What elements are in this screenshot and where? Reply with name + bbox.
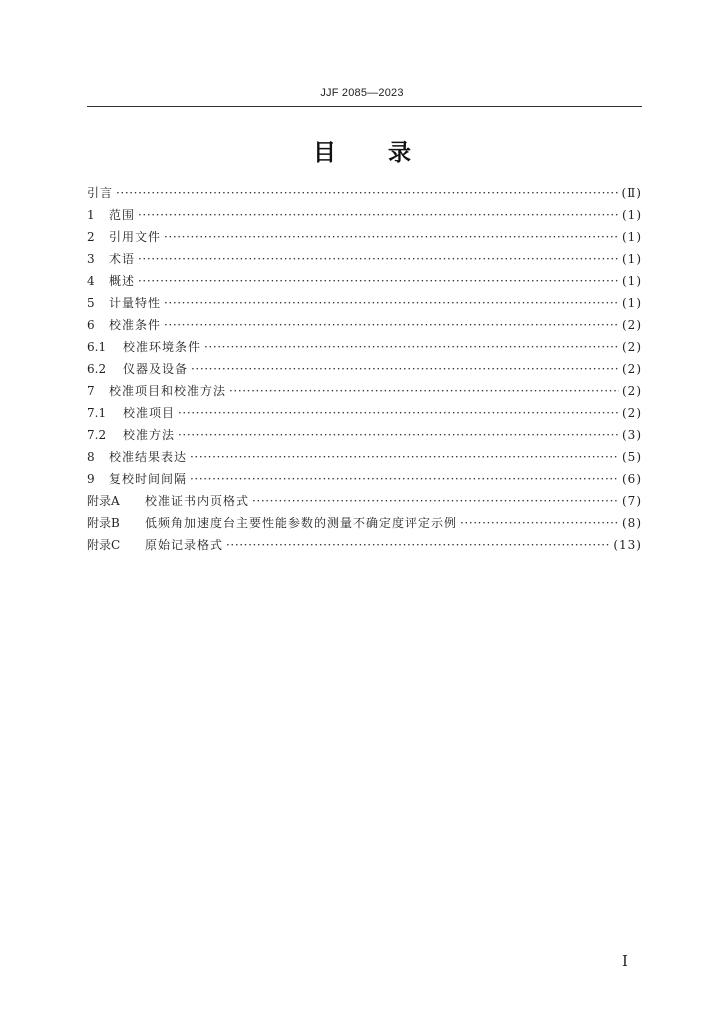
toc-entry-page: (6) [622, 472, 642, 486]
toc-entry-title: 校准证书内页格式 [145, 494, 250, 508]
toc-entry-page: (3) [622, 428, 642, 442]
toc-entry-title: 概述 [109, 274, 136, 288]
toc-entry-3[interactable] [87, 248, 642, 270]
toc-entry-number: 8 [87, 450, 95, 464]
toc-entry-number: 附录C [87, 538, 121, 552]
toc-entry-page: (Ⅱ) [621, 186, 642, 200]
toc-leader-dots [164, 226, 619, 248]
toc-leader-dots [164, 292, 619, 314]
toc-title-part2: 录 [388, 140, 411, 166]
toc-entry-title: 范围 [109, 208, 136, 222]
toc-entry-title: 原始记录格式 [145, 538, 224, 552]
toc-entry-page: (2) [622, 318, 642, 332]
toc-entry-2[interactable] [87, 226, 642, 248]
toc-entry-page: (2) [622, 340, 642, 354]
toc-leader-dots [138, 270, 619, 292]
toc-entry-appendix-c[interactable] [87, 534, 642, 556]
toc-entry-page: (1) [622, 252, 642, 266]
toc-entry-6-2[interactable] [87, 358, 642, 380]
toc-entry-page: (7) [622, 494, 642, 508]
toc-entry-title: 引用文件 [109, 230, 162, 244]
toc-leader-dots [138, 204, 619, 226]
toc-entry-7-2[interactable] [87, 424, 642, 446]
toc-entry-9[interactable] [87, 468, 642, 490]
toc-entry-appendix-a[interactable] [87, 490, 642, 512]
toc-entry-number: 1 [87, 208, 95, 222]
toc-leader-dots [190, 468, 619, 490]
toc-entry-title: 低频角加速度台主要性能参数的测量不确定度评定示例 [145, 516, 458, 530]
toc-entry-introduction[interactable] [87, 182, 642, 204]
toc-entry-1[interactable] [87, 204, 642, 226]
toc-entry-title: 复校时间间隔 [109, 472, 188, 486]
toc-leader-dots [116, 182, 618, 204]
toc-entry-page: (1) [622, 296, 642, 310]
toc-entry-title: 仪器及设备 [123, 362, 189, 376]
toc-entry-number: 附录B [87, 516, 120, 530]
toc-leader-dots [138, 248, 619, 270]
table-of-contents [87, 182, 642, 556]
toc-entry-title: 校准结果表达 [109, 450, 188, 464]
toc-entry-page: (2) [622, 362, 642, 376]
toc-title [0, 134, 724, 167]
toc-entry-number: 7.2 [87, 428, 107, 442]
toc-entry-page: (5) [622, 450, 642, 464]
toc-leader-dots [164, 314, 619, 336]
toc-entry-page: (1) [622, 274, 642, 288]
toc-leader-dots [178, 402, 619, 424]
toc-entry-number: 7.1 [87, 406, 107, 420]
toc-entry-title: 术语 [109, 252, 136, 266]
toc-entry-6[interactable] [87, 314, 642, 336]
toc-entry-appendix-b[interactable] [87, 512, 642, 534]
toc-entry-number: 4 [87, 274, 95, 288]
toc-entry-number: 2 [87, 230, 95, 244]
toc-entry-number: 3 [87, 252, 95, 266]
toc-title-part1: 目 [313, 140, 336, 166]
toc-entry-number: 5 [87, 296, 95, 310]
toc-entry-title: 引言 [87, 186, 114, 200]
toc-entry-page: (1) [622, 208, 642, 222]
toc-entry-4[interactable] [87, 270, 642, 292]
toc-entry-number: 附录A [87, 494, 120, 508]
toc-entry-title: 计量特性 [109, 296, 162, 310]
toc-entry-page: (1) [622, 230, 642, 244]
toc-entry-7-1[interactable] [87, 402, 642, 424]
toc-entry-page: (8) [622, 516, 642, 530]
toc-entry-title: 校准环境条件 [123, 340, 202, 354]
toc-entry-number: 6.1 [87, 340, 107, 354]
toc-leader-dots [229, 380, 619, 402]
toc-leader-dots [190, 446, 619, 468]
toc-leader-dots [226, 534, 610, 556]
toc-leader-dots [178, 424, 619, 446]
toc-entry-6-1[interactable] [87, 336, 642, 358]
toc-entry-page: (2) [622, 406, 642, 420]
toc-leader-dots [252, 490, 619, 512]
toc-entry-number: 9 [87, 472, 95, 486]
toc-leader-dots [460, 512, 619, 534]
toc-entry-7[interactable] [87, 380, 642, 402]
toc-entry-title: 校准条件 [109, 318, 162, 332]
toc-entry-number: 7 [87, 384, 95, 398]
toc-entry-5[interactable] [87, 292, 642, 314]
toc-entry-8[interactable] [87, 446, 642, 468]
toc-entry-page: (13) [613, 538, 642, 552]
running-header: JJF 2085—2023 [320, 87, 404, 99]
toc-entry-number: 6.2 [87, 362, 107, 376]
toc-entry-number: 6 [87, 318, 95, 332]
toc-entry-title: 校准方法 [123, 428, 176, 442]
toc-entry-page: (2) [622, 384, 642, 398]
toc-leader-dots [204, 336, 619, 358]
header-rule [87, 106, 642, 107]
toc-leader-dots [191, 358, 619, 380]
toc-entry-title: 校准项目 [123, 406, 176, 420]
toc-entry-title: 校准项目和校准方法 [109, 384, 227, 398]
page-number: Ⅰ [622, 952, 628, 970]
